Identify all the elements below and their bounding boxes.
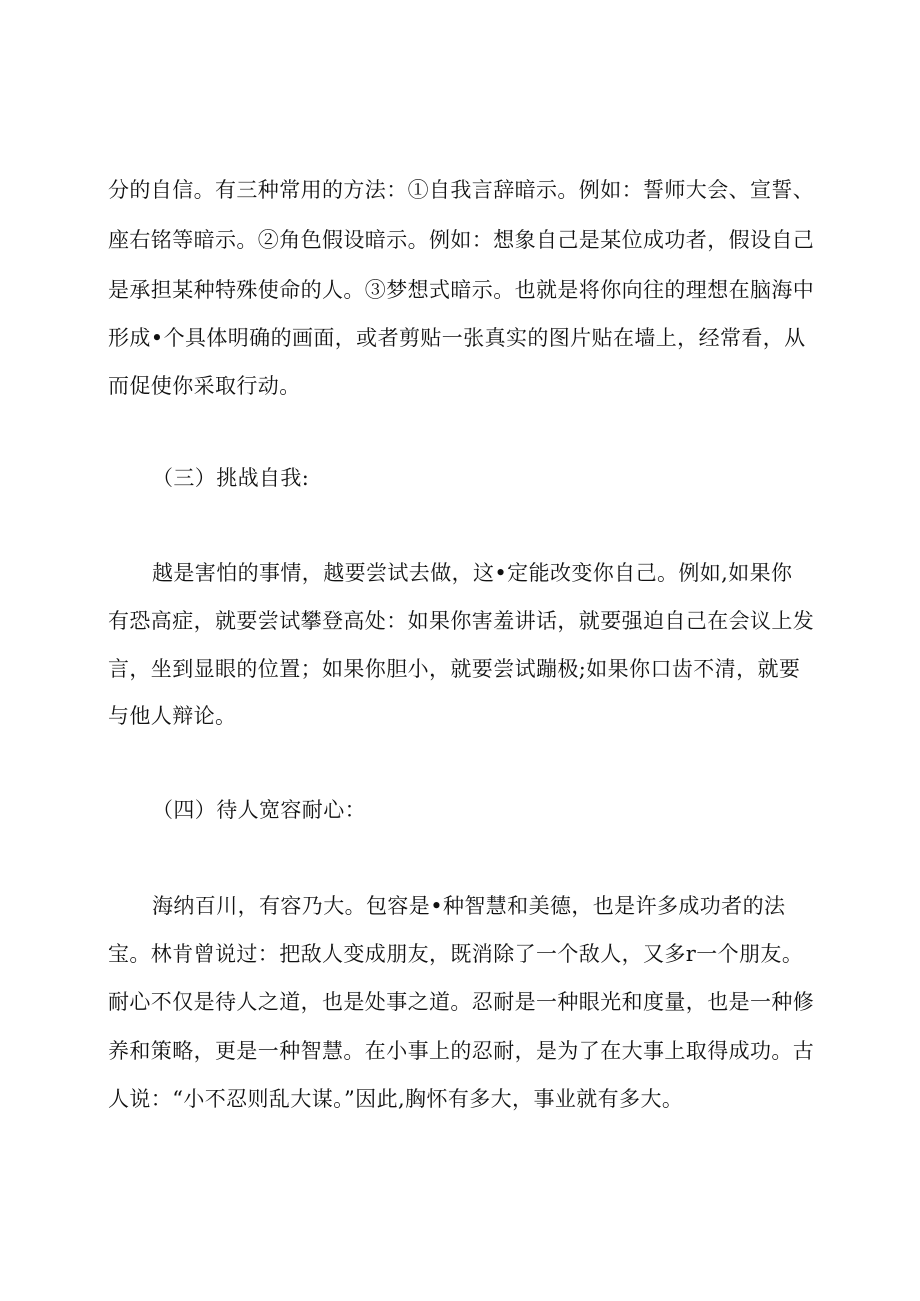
paragraph-2-line-3: 言，坐到显眼的位置；如果你胆小，就要尝试蹦极;如果你口齿不清，就要 (108, 657, 801, 681)
paragraph-3-line-1: 海纳百川，有容乃大。包容是•种智慧和美德，也是许多成功者的法 (152, 894, 786, 918)
paragraph-3-line-5: 人说：“小不忍则乱大谋。”因此,胸怀有多大，事业就有多大。 (108, 1087, 684, 1111)
paragraph-3-line-2: 宝。林肯曾说过：把敌人变成朋友，既消除了一个敌人，又多r一个朋友。 (108, 942, 804, 966)
paragraph-2-line-1: 越是害怕的事情，越要尝试去做，这•定能改变你自己。例如,如果你 (152, 561, 793, 585)
section-heading-4: （四）待人宽容耐心： (152, 798, 366, 822)
paragraph-2-line-2: 有恐高症，就要尝试攀登高处：如果你害羞讲话，就要强迫自己在会议上发 (108, 609, 815, 633)
paragraph-1-line-3: 是承担某种特殊使命的人。③梦想式暗示。也就是将你向往的理想在脑海中 (108, 278, 815, 302)
paragraph-1-line-2: 座右铭等暗示。②角色假设暗示。例如：想象自己是某位成功者，假设自己 (108, 228, 815, 252)
paragraph-3-line-4: 养和策略，更是一种智慧。在小事上的忍耐，是为了在大事上取得成功。古 (108, 1039, 815, 1063)
paragraph-1-line-4: 形成•个具体明确的画面，或者剪贴一张真实的图片贴在墙上，经常看，从 (108, 326, 806, 350)
section-heading-3: （三）挑战自我: (152, 466, 310, 490)
paragraph-1-line-1: 分的自信。有三种常用的方法：①自我言辞暗示。例如：誓师大会、宣誓、 (108, 178, 815, 202)
paragraph-3-line-3: 耐心不仅是待人之道，也是处事之道。忍耐是一种眼光和度量，也是一种修 (108, 990, 815, 1014)
paragraph-2-line-4: 与他人辩论。 (108, 704, 237, 728)
paragraph-1-line-5: 而促使你采取行动。 (108, 374, 301, 398)
